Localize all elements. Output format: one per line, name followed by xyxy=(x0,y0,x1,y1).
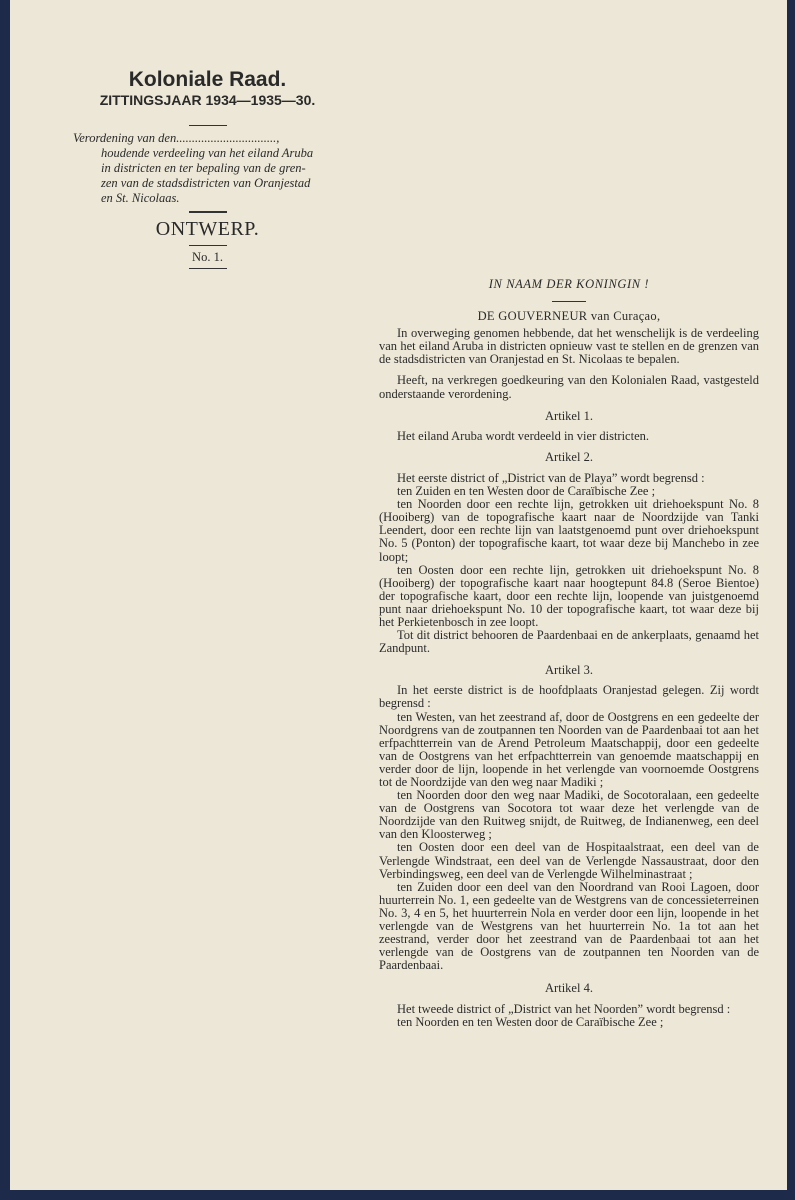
preamble: Heeft, na verkregen goedkeuring van den Kolonialen Raad, vastgesteld onderstaande verordening. xyxy=(379,373,759,401)
article-heading: Artikel 4. xyxy=(545,981,593,996)
ordinance-title xyxy=(70,131,345,206)
ordinance-title-line: zen van de stadsdistricten van Oranjestad xyxy=(101,176,311,190)
article-text: ten Zuiden door een deel van den Noordrand van Rooi Lagoen, door huurterrein No. 1, een gedeelte van de Westgrens van de concessieterreinen No. 3, 4 en 5, het huurterrein Nola en verder door een lijn, loopende in het verlengde van de Westgrens van het huurterrein No. 1a tot aan het zeestrand, verder door het zeestrand van de Paardenbaai tot aan het verlengde van de Oostgrens van de zoutpannen ten Noorden van de Paardenbaai. xyxy=(379,879,759,973)
article-text: Het eiland Aruba wordt verdeeld in vier districten. xyxy=(397,428,650,443)
divider xyxy=(189,268,227,269)
divider xyxy=(552,301,586,302)
ordinance-body xyxy=(379,278,759,1029)
ordinance-title-line: in districten en ter bepaling van de gren- xyxy=(101,161,306,175)
article-text: ten Westen, van het zeestrand af, door de Oostgrens en een gedeelte der Noordgrens van de zoutpannen ten Noorden van de Paardenbaai tot aan het erfpachtterrein van de Arend Petroleum Maatschappij, door een gedeelte van de Oostgrens van het erfpachtterrein van genoemde maatschappij en verder door de lijn, loopende in het verlengde van voornoemde Oostgrens tot de Noordzijde van den weg naar Madiki ; xyxy=(379,709,759,789)
article-text: ten Noorden door den weg naar Madiki, de Socotoralaan, een gedeelte van de Oostgrens van Socotora tot waar deze het verlengde van de Noordzijde van den Ruitweg snijdt, de Ruitweg, de Indianenweg, een deel van den Kloosterweg ; xyxy=(379,788,759,842)
ordinance-title-line: Verordening van den................................, xyxy=(73,131,280,145)
draft-number: No. 1. xyxy=(192,250,223,264)
governor-line: DE GOUVERNEUR van Curaçao, xyxy=(477,309,661,324)
article-text: ten Oosten door een rechte lijn, getrokken uit driehoekspunt No. 8 (Hooiberg) der topografische kaart naar hoogtepunt 84.8 (Seroe Bientoe) der topografische kaart, door een rechte lijn, loopende van juistgenoemd punt naar driehoekspunt No. 10 der topografische kaart, tot waar deze bij het Perkietenbosch in zee loopt. xyxy=(379,562,759,629)
council-title: Koloniale Raad. xyxy=(128,68,287,91)
article-text: In het eerste district is de hoofdplaats Oranjestad gelegen. Zij wordt begrensd : xyxy=(379,683,759,711)
ordinance-title-line: en St. Nicolaas. xyxy=(101,191,180,205)
article-heading: Artikel 2. xyxy=(545,449,593,464)
article-text: ten Noorden door een rechte lijn, getrokken uit driehoekspunt No. 8 (Hooiberg) van de topografische kaart naar de Noordzijde van Tanki Leendert, door een rechte lijn van laatstgenoemd punt over driehoekspunt No. 5 (Ponton) der topografische kaart, tot waar deze bij Manchebo in zee loopt; xyxy=(379,497,759,564)
article-text: Tot dit district behooren de Paardenbaai en de ankerplaats, genaamd het Zandpunt. xyxy=(379,628,759,656)
article-text: Het eerste district of „District van de Playa” wordt begrensd : xyxy=(397,470,705,485)
document-page xyxy=(10,0,787,1190)
article-text: Het tweede district of „District van het Noorden” wordt begrensd : xyxy=(397,1001,731,1016)
article-text: ten Zuiden en ten Westen door de Caraïbische Zee ; xyxy=(397,484,656,499)
invocation: IN NAAM DER KONINGIN ! xyxy=(488,277,650,291)
draft-label: ONTWERP. xyxy=(155,218,260,240)
article-heading: Artikel 1. xyxy=(545,408,593,423)
divider xyxy=(189,125,227,126)
divider xyxy=(189,245,227,246)
article-text: ten Oosten door een deel van de Hospitaalstraat, een deel van de Verlengde Windstraat, een deel van de Verlengde Nassaustraat, door den Verbindingsweg, een deel van de Verlengde Wilhelminastraat ; xyxy=(379,840,759,881)
ordinance-title-line: houdende verdeeling van het eiland Aruba xyxy=(101,146,314,160)
session-year: ZITTINGSJAAR 1934—1935—30. xyxy=(99,92,316,108)
header-column xyxy=(70,68,345,269)
article-text: ten Noorden en ten Westen door de Caraïbische Zee ; xyxy=(397,1014,664,1029)
divider xyxy=(189,211,227,213)
article-heading: Artikel 3. xyxy=(545,663,593,678)
preamble: In overweging genomen hebbende, dat het wenschelijk is de verdeeling van het eiland Aruba in districten opnieuw vast te stellen en de grenzen van de stadsdistricten van Oranjestad en St. Nicolaas te bepalen. xyxy=(379,326,759,367)
